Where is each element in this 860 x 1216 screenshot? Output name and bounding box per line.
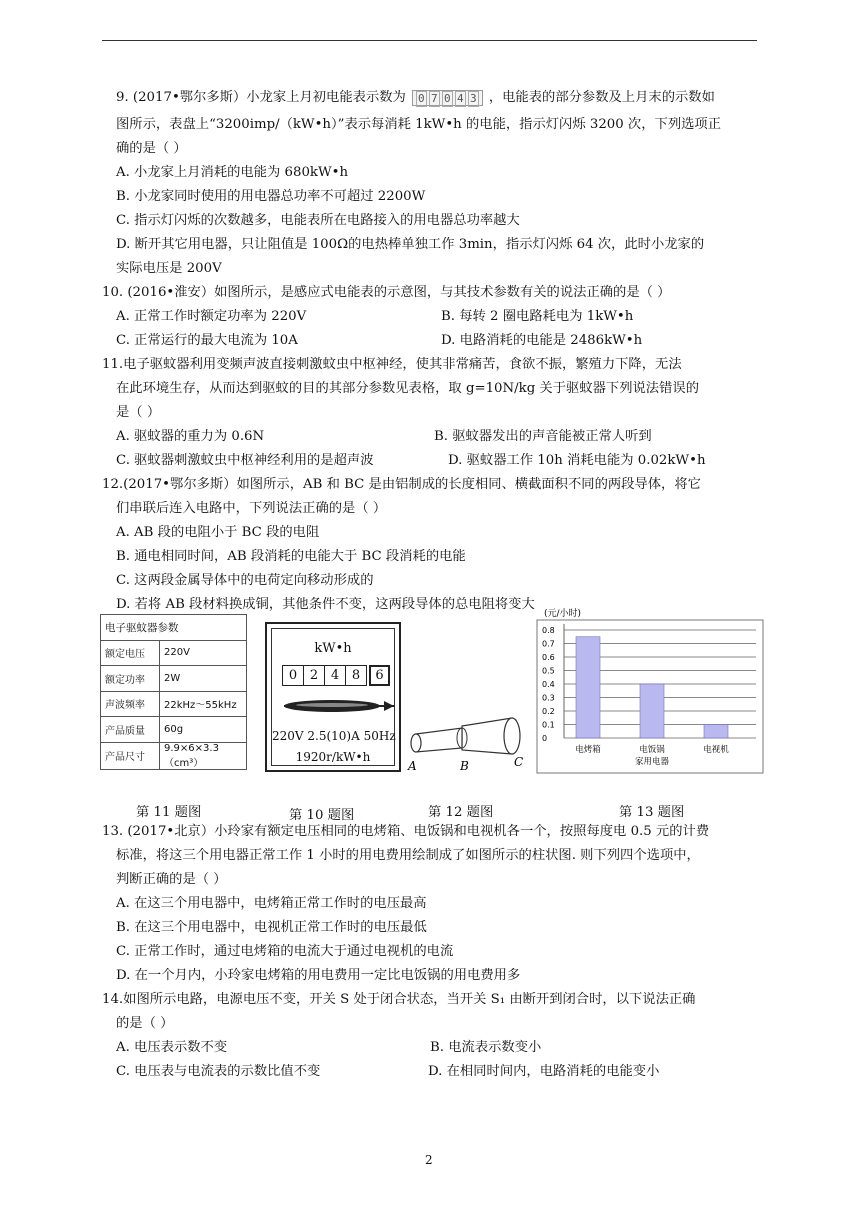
question-line [116, 523, 319, 543]
question-text: 9. (2017•鄂尔多斯）小龙家上月初电能表示数为 [116, 90, 406, 105]
question-text: C. 指示灯闪烁的次数越多，电能表所在电路接入的用电器总功率越大 [116, 213, 520, 228]
table-value: 2W [160, 666, 247, 692]
rotating-disc-icon [280, 695, 398, 717]
y-tick-label: 0.1 [542, 720, 555, 730]
question-line [116, 115, 721, 135]
meter-reading-digit: 7 [429, 91, 440, 107]
question-text: C. 电压表与电流表的示数比值不变 [116, 1064, 321, 1079]
question-text: A. 正常工作时额定功率为 220V [116, 309, 307, 324]
meter-digit: 8 [346, 665, 367, 686]
question-line [102, 990, 695, 1010]
question-text: 们串联后连入电路中，下列说法正确的是（ ） [116, 501, 387, 516]
question-line [116, 307, 306, 327]
question-text: 图所示，表盘上“3200imp/（kW•h）”表示每消耗 1kW•h 的电能，指示灯闪烁 3200 次，下列选项正 [116, 117, 722, 132]
question-text: 14.如图所示电路，电源电压不变，开关 S 处于闭合状态，当开关 S₁ 由断开到闭合时，以下说法正确 [102, 992, 696, 1007]
question-line [441, 331, 642, 351]
y-tick-label: 0.6 [542, 653, 555, 662]
question-line [116, 259, 222, 279]
question-text: A. 驱蚊器的重力为 0.6N [116, 429, 265, 444]
question-line [116, 870, 227, 890]
table-title: 电子驱蚊器参数 [101, 615, 247, 641]
meter-reading-digit: 0 [442, 91, 453, 107]
category-label: 电视机 [703, 745, 729, 755]
question-text: B. 在这三个用电器中，电视机正常工作时的电压最低 [116, 920, 427, 935]
meter-reading-inline [412, 90, 483, 106]
y-tick-label: 0 [542, 734, 548, 743]
question-line [116, 451, 374, 471]
question-line [102, 355, 682, 375]
question-text: B. 驱蚊器发出的声音能被正常人听到 [434, 429, 652, 444]
question-text: 确的是（ ） [116, 141, 187, 156]
question-text: C. 正常工作时，通过电烤箱的电流大于通过电视机的电流 [116, 944, 454, 959]
question-text: A. AB 段的电阻小于 BC 段的电阻 [116, 525, 320, 540]
question-text: D. 电路消耗的电能是 2486kW•h [441, 333, 643, 348]
question-line [116, 499, 386, 519]
question-text: A. 小龙家上月消耗的电能为 680kW•h [116, 165, 349, 180]
meter-reading-digit: 0 [416, 91, 427, 107]
question-text: D. 在一个月内，小玲家电烤箱的用电费用一定比电饭锅的用电费用多 [116, 968, 521, 983]
question-line [116, 379, 699, 399]
question-text: A. 电压表示数不变 [116, 1040, 228, 1055]
header-rule [102, 40, 757, 41]
question-text: C. 正常运行的最大电流为 10A [116, 333, 298, 348]
meter-digit-last: 6 [369, 665, 390, 686]
question-line [116, 331, 298, 351]
question-text: 实际电压是 200V [116, 261, 222, 276]
question-line [116, 1014, 173, 1034]
question-line [116, 595, 535, 615]
table-key: 产品尺寸 [101, 742, 160, 769]
y-tick-label: 0.2 [542, 707, 555, 716]
question-line [116, 187, 425, 207]
mosquito-repeller-spec-table [100, 614, 247, 770]
question-text: 12.(2017•鄂尔多斯）如图所示，AB 和 BC 是由铝制成的长度相同、横截面积不同的两段导体，将它 [102, 477, 701, 492]
y-tick-label: 0.3 [542, 693, 555, 703]
label-b: B [460, 759, 469, 773]
table-value: 22kHz～55kHz [160, 691, 247, 717]
category-label: 电烤箱 [575, 745, 601, 755]
caption-fig11: 第 11 题图 [136, 805, 202, 820]
energy-meter-face [271, 628, 395, 766]
question-line [116, 547, 466, 567]
meter-digit: 4 [325, 665, 346, 686]
table-key: 声波频率 [101, 691, 160, 717]
question-text: B. 小龙家同时使用的用电器总功率不可超过 2200W [116, 189, 426, 204]
question-text: B. 电流表示数变小 [430, 1040, 542, 1055]
question-text: 是（ ） [116, 405, 161, 420]
question-line [116, 235, 704, 255]
question-text-after: ，电能表的部分参数及上月末的示数如 [488, 90, 715, 105]
question-line [441, 307, 633, 327]
y-tick-label: 0.7 [542, 639, 555, 649]
page-number: 2 [425, 1153, 433, 1167]
question-line [434, 427, 652, 447]
question-text: 标准，将这三个用电器正常工作 1 小时的用电费用绘制成了如图所示的柱状图. 则下列四个选项中， [116, 848, 700, 863]
label-a: A [408, 759, 417, 773]
chart-ylabel: (元/小时) [544, 609, 582, 619]
meter-digit-row [282, 665, 390, 686]
question-line [116, 139, 187, 159]
question-text: 11.电子驱蚊器利用变频声波直接刺激蚊虫中枢神经，使其非常痛苦，食欲不振，繁殖力下降，无法 [102, 357, 682, 372]
question-text: D. 断开其它用电器，只让阻值是 100Ω的电热棒单独工作 3min，指示灯闪烁 64 次，此时小龙家的 [116, 237, 705, 252]
question-line [102, 475, 701, 495]
table-value: 9.9×6×3.3（cm³） [160, 742, 247, 769]
table-key: 额定电压 [101, 640, 160, 666]
question-line [116, 211, 520, 231]
question-text: D. 若将 AB 段材料换成铜，其他条件不变，这两段导体的总电阻将变大 [116, 597, 535, 612]
question-text: B. 通电相同时间，AB 段消耗的电能大于 BC 段消耗的电能 [116, 549, 466, 564]
question-text: B. 每转 2 圈电路耗电为 1kW•h [441, 309, 634, 324]
y-tick-label: 0.8 [542, 626, 555, 635]
meter-spec-2: 1920r/kW•h [295, 750, 371, 764]
question-line [116, 846, 700, 866]
question-line [116, 966, 520, 986]
question-line [116, 1038, 227, 1058]
y-tick-label: 0.5 [542, 666, 555, 676]
y-tick-label: 0.4 [542, 680, 555, 689]
question-text: D. 驱蚊器工作 10h 消耗电能为 0.02kW•h [448, 453, 706, 468]
electricity-cost-bar-chart [536, 604, 764, 774]
meter-unit: kW•h [314, 641, 352, 656]
question-line [116, 894, 427, 914]
question-line [116, 1062, 320, 1082]
meter-reading-digit: 3 [468, 91, 479, 107]
bar [640, 684, 664, 738]
meter-digit: 0 [282, 665, 304, 686]
question-line [116, 403, 160, 423]
question-line [116, 163, 348, 183]
question-line [116, 88, 715, 108]
question-text: 的是（ ） [116, 1016, 174, 1031]
caption-fig10: 第 10 题图 [289, 808, 355, 823]
category-label: 电饭锅 [639, 745, 665, 755]
meter-digit: 2 [304, 665, 325, 686]
question-text: 判断正确的是（ ） [116, 872, 227, 887]
bar [576, 637, 600, 738]
question-line [430, 1038, 541, 1058]
label-c: C [514, 755, 524, 769]
question-line [448, 451, 706, 471]
table-value: 60g [160, 717, 247, 743]
question-text: A. 在这三个用电器中，电烤箱正常工作时的电压最高 [116, 896, 427, 911]
question-text: 10. (2016•淮安）如图所示，是感应式电能表的示意图，与其技术参数有关的说法正确的是（ ） [102, 285, 671, 300]
question-text: 在此环境生存，从而达到驱蚊的目的其部分参数见表格，取 g=10N/kg 关于驱蚊器下列说法错误的 [116, 381, 699, 396]
question-text: D. 在相同时间内，电路消耗的电能变小 [428, 1064, 660, 1079]
question-text: C. 这两段金属导体中的电荷定向移动形成的 [116, 573, 374, 588]
question-line [102, 822, 709, 842]
chart-xlabel: 家用电器 [634, 757, 670, 767]
caption-fig13: 第 13 题图 [619, 805, 685, 820]
question-line [116, 571, 374, 591]
table-key: 额定功率 [101, 666, 160, 692]
table-value: 220V [160, 640, 247, 666]
question-line [116, 427, 264, 447]
question-text: C. 驱蚊器刺激蚊虫中枢神经利用的是超声波 [116, 453, 374, 468]
question-line [428, 1062, 659, 1082]
bar [704, 725, 728, 739]
meter-reading-digit: 4 [455, 91, 466, 107]
question-line [116, 918, 427, 938]
conductor-figure [404, 706, 536, 774]
meter-spec-1: 220V 2.5(10)A 50Hz [272, 729, 396, 743]
caption-fig12: 第 12 题图 [428, 805, 494, 820]
energy-meter-figure [265, 622, 401, 772]
question-line [102, 283, 670, 303]
question-text: 13. (2017•北京）小玲家有额定电压相同的电烤箱、电饭锅和电视机各一个，按照每度电 0.5 元的计费 [102, 824, 710, 839]
table-key: 产品质量 [101, 717, 160, 743]
question-line [116, 942, 453, 962]
